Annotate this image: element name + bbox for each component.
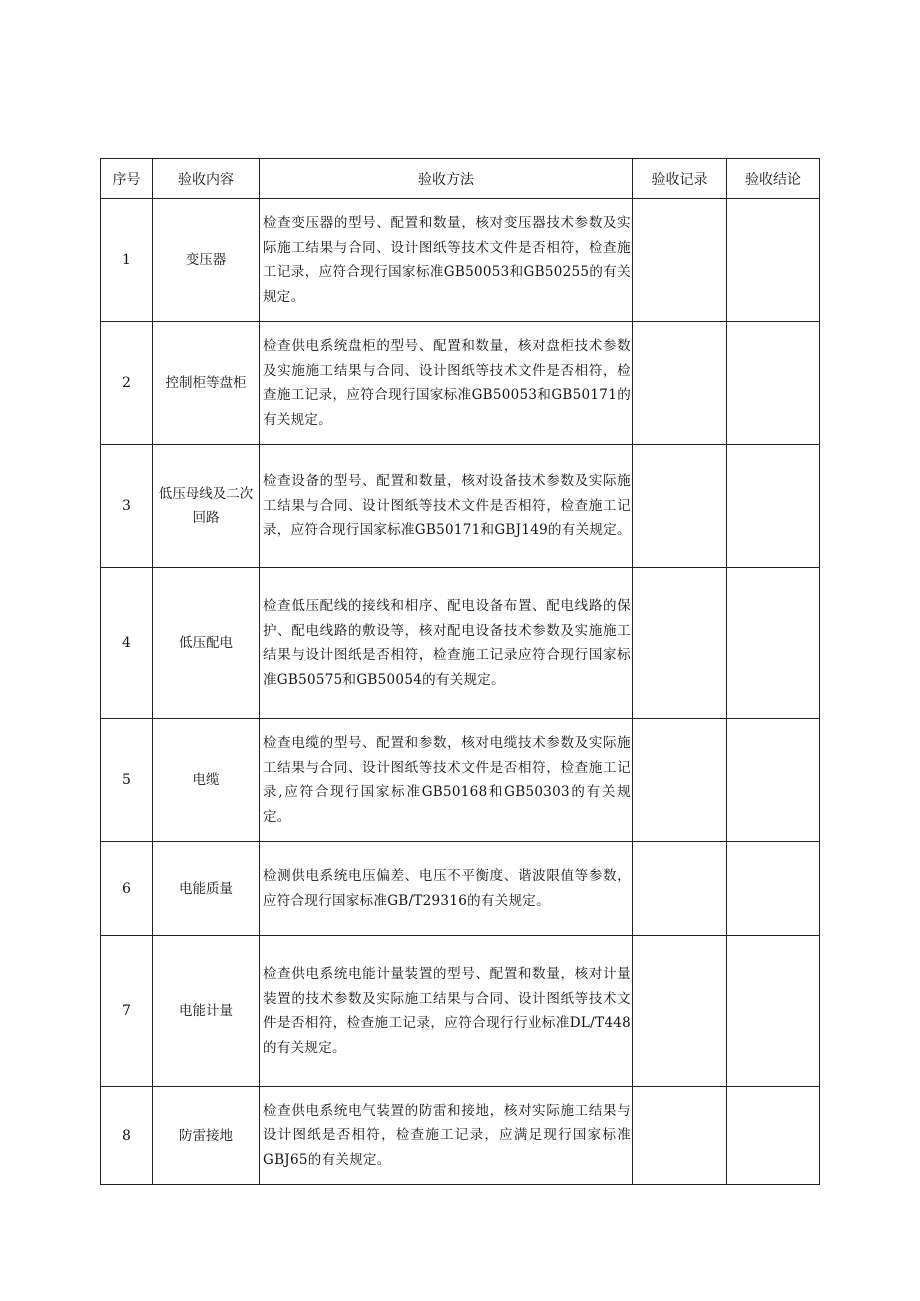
row-conclusion — [727, 568, 820, 719]
header-method: 验收方法 — [260, 159, 633, 199]
row-method: 检查低压配线的接线和相序、配电设备布置、配电线路的保护、配电线路的敷设等，核对配电设备技术参数及实施施工结果与设计图纸是否相符，检查施工记录应符合现行国家标准GB50575和GB50054的有关规定。 — [260, 568, 633, 719]
row-index: 5 — [101, 719, 153, 842]
row-conclusion — [727, 322, 820, 445]
table-row — [101, 719, 820, 842]
header-content: 验收内容 — [153, 159, 260, 199]
row-conclusion — [727, 719, 820, 842]
row-index: 4 — [101, 568, 153, 719]
row-index: 6 — [101, 842, 153, 936]
row-record — [633, 719, 727, 842]
header-record: 验收记录 — [633, 159, 727, 199]
row-content: 低压母线及二次回路 — [153, 445, 260, 568]
table-row — [101, 842, 820, 936]
row-method: 检查设备的型号、配置和数量，核对设备技术参数及实际施工结果与合同、设计图纸等技术文件是否相符，检查施工记录，应符合现行国家标准GB50171和GBJ149的有关规定。 — [260, 445, 633, 568]
row-record — [633, 842, 727, 936]
row-index: 1 — [101, 199, 153, 322]
acceptance-table — [100, 158, 820, 1185]
row-record — [633, 199, 727, 322]
table-header-row — [101, 159, 820, 199]
row-method: 检查供电系统盘柜的型号、配置和数量，核对盘柜技术参数及实施施工结果与合同、设计图纸等技术文件是否相符，检查施工记录，应符合现行国家标准GB50053和GB50171的有关规定。 — [260, 322, 633, 445]
row-index: 3 — [101, 445, 153, 568]
table-row — [101, 568, 820, 719]
row-conclusion — [727, 199, 820, 322]
row-content: 防雷接地 — [153, 1087, 260, 1185]
row-conclusion — [727, 445, 820, 568]
table-row — [101, 1087, 820, 1185]
row-content: 电缆 — [153, 719, 260, 842]
row-method: 检查电缆的型号、配置和参数，核对电缆技术参数及实际施工结果与合同、设计图纸等技术文件是否相符，检查施工记录,应符合现行国家标准GB50168和GB50303的有关规定。 — [260, 719, 633, 842]
row-index: 8 — [101, 1087, 153, 1185]
row-conclusion — [727, 1087, 820, 1185]
header-conclusion: 验收结论 — [727, 159, 820, 199]
row-content: 低压配电 — [153, 568, 260, 719]
row-method: 检查供电系统电气装置的防雷和接地，核对实际施工结果与设计图纸是否相符，检查施工记录，应满足现行国家标准GBJ65的有关规定。 — [260, 1087, 633, 1185]
row-index: 2 — [101, 322, 153, 445]
row-content: 电能质量 — [153, 842, 260, 936]
row-content: 变压器 — [153, 199, 260, 322]
row-conclusion — [727, 936, 820, 1087]
row-record — [633, 1087, 727, 1185]
table-row — [101, 322, 820, 445]
row-record — [633, 445, 727, 568]
table-row — [101, 936, 820, 1087]
row-record — [633, 322, 727, 445]
row-content: 电能计量 — [153, 936, 260, 1087]
row-method: 检查供电系统电能计量装置的型号、配置和数量，核对计量装置的技术参数及实际施工结果与合同、设计图纸等技术文件是否相符，检查施工记录，应符合现行行业标准DL/T448的有关规定。 — [260, 936, 633, 1087]
row-method: 检测供电系统电压偏差、电压不平衡度、谐波限值等参数，应符合现行国家标准GB/T29316的有关规定。 — [260, 842, 633, 936]
row-method: 检查变压器的型号、配置和数量，核对变压器技术参数及实际施工结果与合同、设计图纸等技术文件是否相符，检查施工记录，应符合现行国家标准GB50053和GB50255的有关规定。 — [260, 199, 633, 322]
row-conclusion — [727, 842, 820, 936]
table-row — [101, 199, 820, 322]
row-index: 7 — [101, 936, 153, 1087]
row-record — [633, 936, 727, 1087]
row-content: 控制柜等盘柜 — [153, 322, 260, 445]
table-row — [101, 445, 820, 568]
header-index: 序号 — [101, 159, 153, 199]
row-record — [633, 568, 727, 719]
